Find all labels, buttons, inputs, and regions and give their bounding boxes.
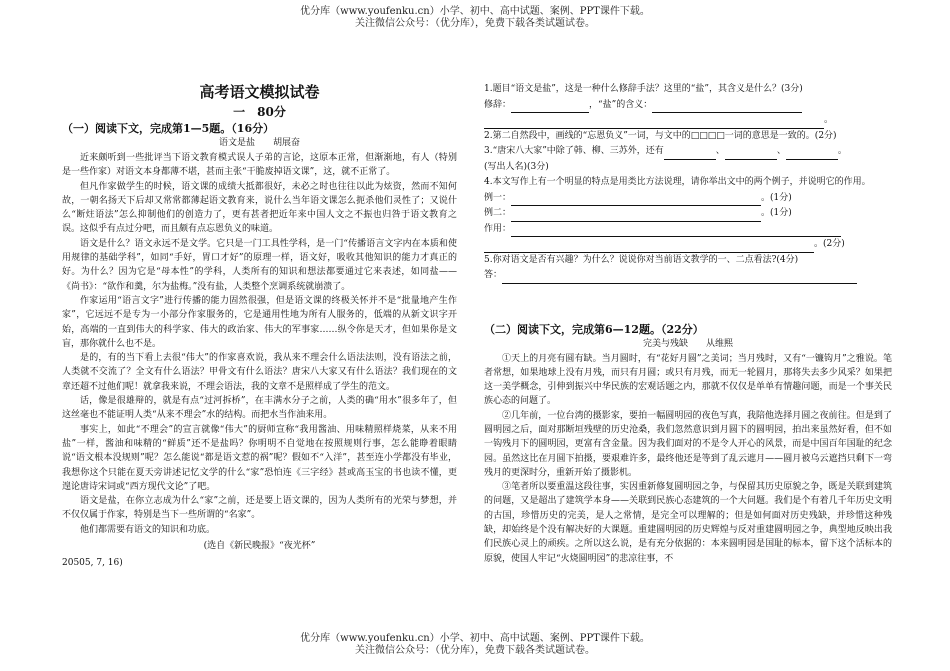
question-1-answer-line-2: 。	[484, 113, 892, 129]
passage-1-paragraph: 事实上，如此“不理会”的宣言就像“伟大”的厨师宣称“我用酱油、用味精照样烧菜，从来不用盐”一样，酱油和味精的“鲜质”还不是盐吗？你明明不自觉地在按照规则行事，怎么能睁着眼睛说“语文根本没规则”呢？怎么能说“都是语文惹的祸”呢？假如不“入洋”，甚至连小学都没有毕业，我想你这个只能在夏天旁讲述记忆文学的什么“家”恐怕连《三字经》甚或高玉宝的书也读不懂，更遑论唐诗宋词或“西方现代文论”了吧。	[62, 424, 457, 492]
passage-2-title: 完美与残缺 从维熙	[642, 338, 733, 349]
answer-blank[interactable]	[511, 210, 761, 222]
answer-blank[interactable]	[786, 148, 838, 160]
question-4-use-line-2: 。(2分)	[484, 237, 892, 253]
answer-blank[interactable]	[484, 117, 824, 129]
question-4-example-2: 例二： 。(1分)	[484, 206, 892, 222]
answer-blank[interactable]	[652, 101, 802, 113]
passage-2-paragraph: ③笔者所以要重温这段往事，实因重新修复圆明园之争，与保留其历史原貌之争，既是关联到建筑的问题，又是超出了建筑学本身——关联到民族心态建筑的一个大问题。我们是个有着几千年历史文明的古国，珍惜历史的完美，是人之常情，是完全可以理解的；但是如何面对历史残缺，并珍惜这种残缺，却始终是个没有解决好的大课题。重建圆明园的历史辉煌与反对重建圆明园之争，典型地反映出我们民族心灵上的顽疾。之所以这么说，是有充分依据的：本来圆明园是国耻的标本，留下这个活标本的原貌，使国人牢记“火烧圆明园”的悲凉往事，不	[484, 482, 892, 564]
question-3: 3.“唐宋八大家”中除了韩、柳、三苏外，还有 、 、 。	[484, 144, 892, 160]
passage-1-title: 语文是盐 胡展奋	[218, 138, 300, 148]
right-column	[484, 82, 892, 566]
exam-score: 一 80分	[233, 105, 286, 119]
question-3-note: (写出人名)(3分)	[484, 161, 549, 172]
passage-2-paragraph: ①天上的月亮有圆有缺。当月圆时，有“花好月圆”之美词；当月残时，又有“一镰钩月”之雅说。笔者常想，如果地球上没有月残，而只有月圆；或只有月残，而无一轮圆月，那将失去多少风采？如果把这一美学概念，引伸到振兴中华民族的宏观话题之内，那就不仅仅是单单有情趣问题，而是一个事关民族心态的问题了。	[484, 353, 892, 407]
question-4-example-1: 例一： 。(1分)	[484, 191, 892, 207]
question-1-answer-line: 修辞： ，“盐”的含义：	[484, 98, 892, 114]
header-line-2: 关注微信公众号：（优分库），免费下载各类试题试卷。	[355, 18, 595, 29]
answer-blank[interactable]	[511, 101, 589, 113]
page-footer	[0, 633, 950, 657]
answer-blank[interactable]	[725, 148, 777, 160]
passage-1-paragraph: 近来颇听到一些批评当下语文教育模式误人子弟的言论，这原本正常，但渐渐地，有人（特别是一些作家）对语文本身都薄不堪，甚而主张“干脆废掉语文课”，这，就不正常了。	[62, 153, 457, 178]
exam-title: 高考语文模拟试卷	[199, 83, 320, 101]
answer-blank[interactable]	[664, 148, 716, 160]
passage-1-paragraph: 语文是盐，在你立志成为什么“家”之前，还是要上语文课的，因为人类所有的光荣与梦想，并不仅仅属于作家，特别是当下一些所谓的“名家”。	[62, 496, 457, 521]
answer-blank[interactable]	[511, 194, 761, 206]
question-5: 5.你对语文是否有兴趣？为什么？说说你对当前语文教学的一、二点看法?(4分)	[484, 254, 799, 265]
passage-1-paragraph: 作家运用“语言文字”进行传播的能力固然很强，但是语文课的终极关怀并不是“批量地产生作家”，它远远不是专为一小部分作家服务的，它是通用性地为所有人服务的，低端的从新文识字开始，高端的一直到伟大的科学家、伟大的政治家、伟大的军事家……纵令你是天才，但如果你是文盲，那你就什么也不是。	[62, 295, 457, 349]
passage-1-source: (选自《新民晚报》“夜光杯”	[203, 541, 316, 552]
question-5-answer: 答：	[484, 268, 892, 284]
passage-1-paragraph: 他们都需要有语文的知识和功底。	[80, 524, 216, 535]
question-4: 4.本文写作上有一个明显的特点是用类比方法说理，请你举出文中的两个例子，并说明它的作用。	[484, 177, 871, 187]
passage-1-date: 20505, 7, 16)	[62, 558, 123, 569]
answer-blank[interactable]	[484, 241, 814, 253]
passage-1-paragraph: 话，像是很雄辩的，就是有点“过河拆桥”，在丰满水分子之前，人类的确“用水”很多年了，但这丝毫也不能证明人类“从来不理会”水的结构。而把水当作油来用。	[62, 396, 457, 421]
section-2-heading: （二）阅读下文，完成第6—12题。（22分）	[484, 322, 704, 336]
question-4-use: 作用：	[484, 222, 892, 238]
left-column	[62, 82, 457, 570]
answer-blank[interactable]	[511, 225, 841, 237]
header-line-1: 优分库（www.youfenku.cn）小学、初中、高中试题、案例、PPT课件下载。	[300, 6, 650, 17]
page-header	[0, 6, 950, 30]
answer-blank[interactable]	[502, 272, 857, 284]
question-2: 2.第二自然段中，画线的“忘恩负义”一词，与文中的□□□□一词的意思是一致的。(2分)	[484, 130, 837, 141]
passage-1-paragraph: 语文是什么？语文永远不是文学。它只是一门工具性学科，是一门“传播语言文字内在本质和使用规律的基础学科”，如同“手好，胃口才好”的原理一样，语文好，吸收其他知识的能力才真正的好。为什么？因为它是“母本性”的学科，人类所有的知识和想法都要通过它来表述，如同盐——《尚书》：“欲作和羹，尔为盐梅。”没有盐，人类整个烹调系统就崩溃了。	[62, 238, 457, 292]
section-1-heading: （一）阅读下文，完成第1—5题。（16分）	[62, 122, 275, 135]
passage-1-paragraph: 但凡作家做学生的时候，语文课的成绩大抵都很好，未必之时也往往以此为炫资，然而不知何故，一朝名扬天下后却又常常都薄起语文教育来，说什么当年语文课怎么扼杀他们灵性了；又说什么“断炷语法”怎么抑制他们的创造力了，更有甚者把近年来中国人文之不振也归咎于语文教育之误。这似乎有点过分吧，而且颇有点忘恩负义的味道。	[62, 181, 457, 235]
footer-line-2: 关注微信公众号：（优分库），免费下载各类试题试卷。	[355, 645, 595, 656]
passage-2-paragraph: ②几年前，一位台湾的摄影家，要拍一幅圆明园的夜色写真，我陪他选择月圆之夜前往。但是到了圆明园之后，面对那断垣残壁的历史沧桑，我们忽然意识到月圆下的圆明园，拍出来虽然好看，但不如一钩残月下的圆明园，更富有含金量。因为我们面对的不是令人开心的风景，而是中国百年国耻的纪念园。虽然这比在月圆下拍摄，要艰难许多，最终他还是等到了乱云遮月——圆月被乌云遮挡只剩下一弯残月的更深时分，重新开始了摄影机。	[484, 410, 892, 478]
passage-1-paragraph: 是的，有的当下看上去很“伟大”的作家喜欢说，我从来不理会什么语法法则，没有语法之前，人类就不交流了？全文有什么语法？甲骨文有什么语法？唐宋八大家又有什么语法？我们现在的文章还超不过他们呢！就拿我来说，不理会语法，我的文章不是照样成了学生的范文。	[62, 353, 457, 392]
footer-line-1: 优分库（www.youfenku.cn）小学、初中、高中试题、案例、PPT课件下载。	[300, 633, 650, 644]
question-1: 1.题目“语文是盐”，这是一种什么修辞手法？这里的“盐”，其含义是什么？(3分)	[484, 84, 803, 94]
